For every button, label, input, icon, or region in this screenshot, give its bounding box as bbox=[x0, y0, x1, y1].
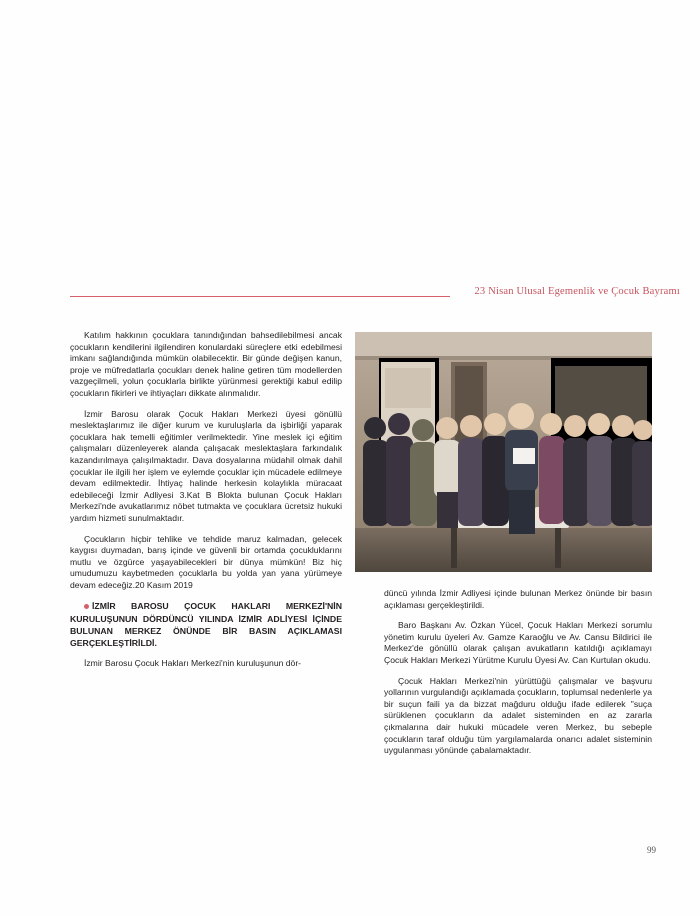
bullet-dot-icon bbox=[84, 604, 89, 609]
header-rule bbox=[70, 296, 450, 297]
paragraph: Baro Başkanı Av. Özkan Yücel, Çocuk Hakları Merkezi sorumlu yönetim kurulu üyeleri Av. Gamze Karaoğlu ve Av. Cansu Bildirici ile Merkez'de gönüllü olarak çalışan avukatların katıldığı açıklamayı Çocuk Hakları Merkezi Yürütme Kurulu Üyesi Av. Can Kurtulan okudu. bbox=[384, 620, 652, 665]
paragraph: İzmir Barosu Çocuk Hakları Merkezi'nin kuruluşunun dör- bbox=[84, 658, 302, 669]
paragraph: İzmir Barosu olarak Çocuk Hakları Merkezi üyesi gönüllü meslektaşlarımız ile diğer kurum ve kuruluşlarla da işbirliği yaparak çocuklara hak temelli eğitimler verilmektedir. Yine meslek içi eğitim çalışmaları düzenleyerek alanda çalışacak meslektaşlara farkındalık kazandırılmaya çalışılmaktadır. Dava dosyalarına müdahil olmak dahil çocuklar ile ilgili her işlem ve eylemde çocuklar için mücadele edilmeye devam edilmektedir. İhtiyaç halinde herkesin kolaylıkla müracaat edebileceği İzmir Adliyesi 3.Kat B Blokta bulunan Çocuk Hakları Merkezi'nde avukatlarımız nöbet tutmakta ve çocuklara ücretsiz hukuki yardım hizmeti sunulmaktadır. bbox=[70, 408, 342, 523]
paragraph: Çocukların hiçbir tehlike ve tehdide maruz kalmadan, gelecek kaygısı duymadan, barış içinde ve güvenli bir ortamda çocukluklarını mutlu ve özgürce yaşayabilecekleri bir dünya mümkün! Biz hiç umudumuzu kaybetmeden çocuklarla bu yolda yan yana yürümeye devam edeceğiz.20 Kasım 2019 bbox=[70, 533, 342, 590]
right-column bbox=[384, 588, 652, 766]
left-column bbox=[70, 330, 342, 679]
highlight-text: İZMİR BAROSU ÇOCUK HAKLARI MERKEZİ'NİN KURULUŞUNUN DÖRDÜNCÜ YILINDA İZMİR ADLİYESİ İÇİNDE BULUNAN MERKEZ ÖNÜNDE BİR BASIN AÇIKLAMASI GERÇEKLEŞTİRİLDİ. bbox=[70, 601, 342, 649]
paragraph: Katılım hakkının çocuklara tanındığından bahsedilebilmesi ancak çocukların kendilerini ilgilendiren konulardaki süreçlere etki edebilmesi imkanı sağlandığında mümkün olabilecektir. Bir günde değişen kanun, proje ve müfredatlarla çocukları denek haline getiren tüm modellerden vazgeçilmeli, yolun çocuklarla birlikte yürünmesi gerektiği kabul edilip çocukların fikirleri ve ihtiyaçları dikkate alınmalıdır. bbox=[70, 330, 342, 398]
highlight-paragraph bbox=[70, 600, 342, 649]
group-photo bbox=[355, 332, 652, 572]
paragraph: Çocuk Hakları Merkezi'nin yürüttüğü çalışmalar ve başvuru yollarının vurgulandığı açıklamada çocukların, toplumsal nedenlerle ya bir suçun faili ya da bizzat mağduru olduğu ifade edilerek "suça sürüklenen çocukların da adalet sisteminden en az zararla çıkmalarına dair hukuki mücadele veren Merkez, bu sebeple çocukların taraf olduğu tüm yargılamalarda onarıcı adalet sisteminin uygulanması yönünde çabalamaktadır. bbox=[384, 675, 652, 756]
paragraph: düncü yılında İzmir Adliyesi içinde bulunan Merkez önünde bir basın açıklaması gerçekleştirildi. bbox=[384, 588, 652, 610]
page-number: 99 bbox=[647, 845, 656, 855]
running-header bbox=[70, 286, 690, 306]
header-title: 23 Nisan Ulusal Egemenlik ve Çocuk Bayramı bbox=[474, 286, 680, 297]
